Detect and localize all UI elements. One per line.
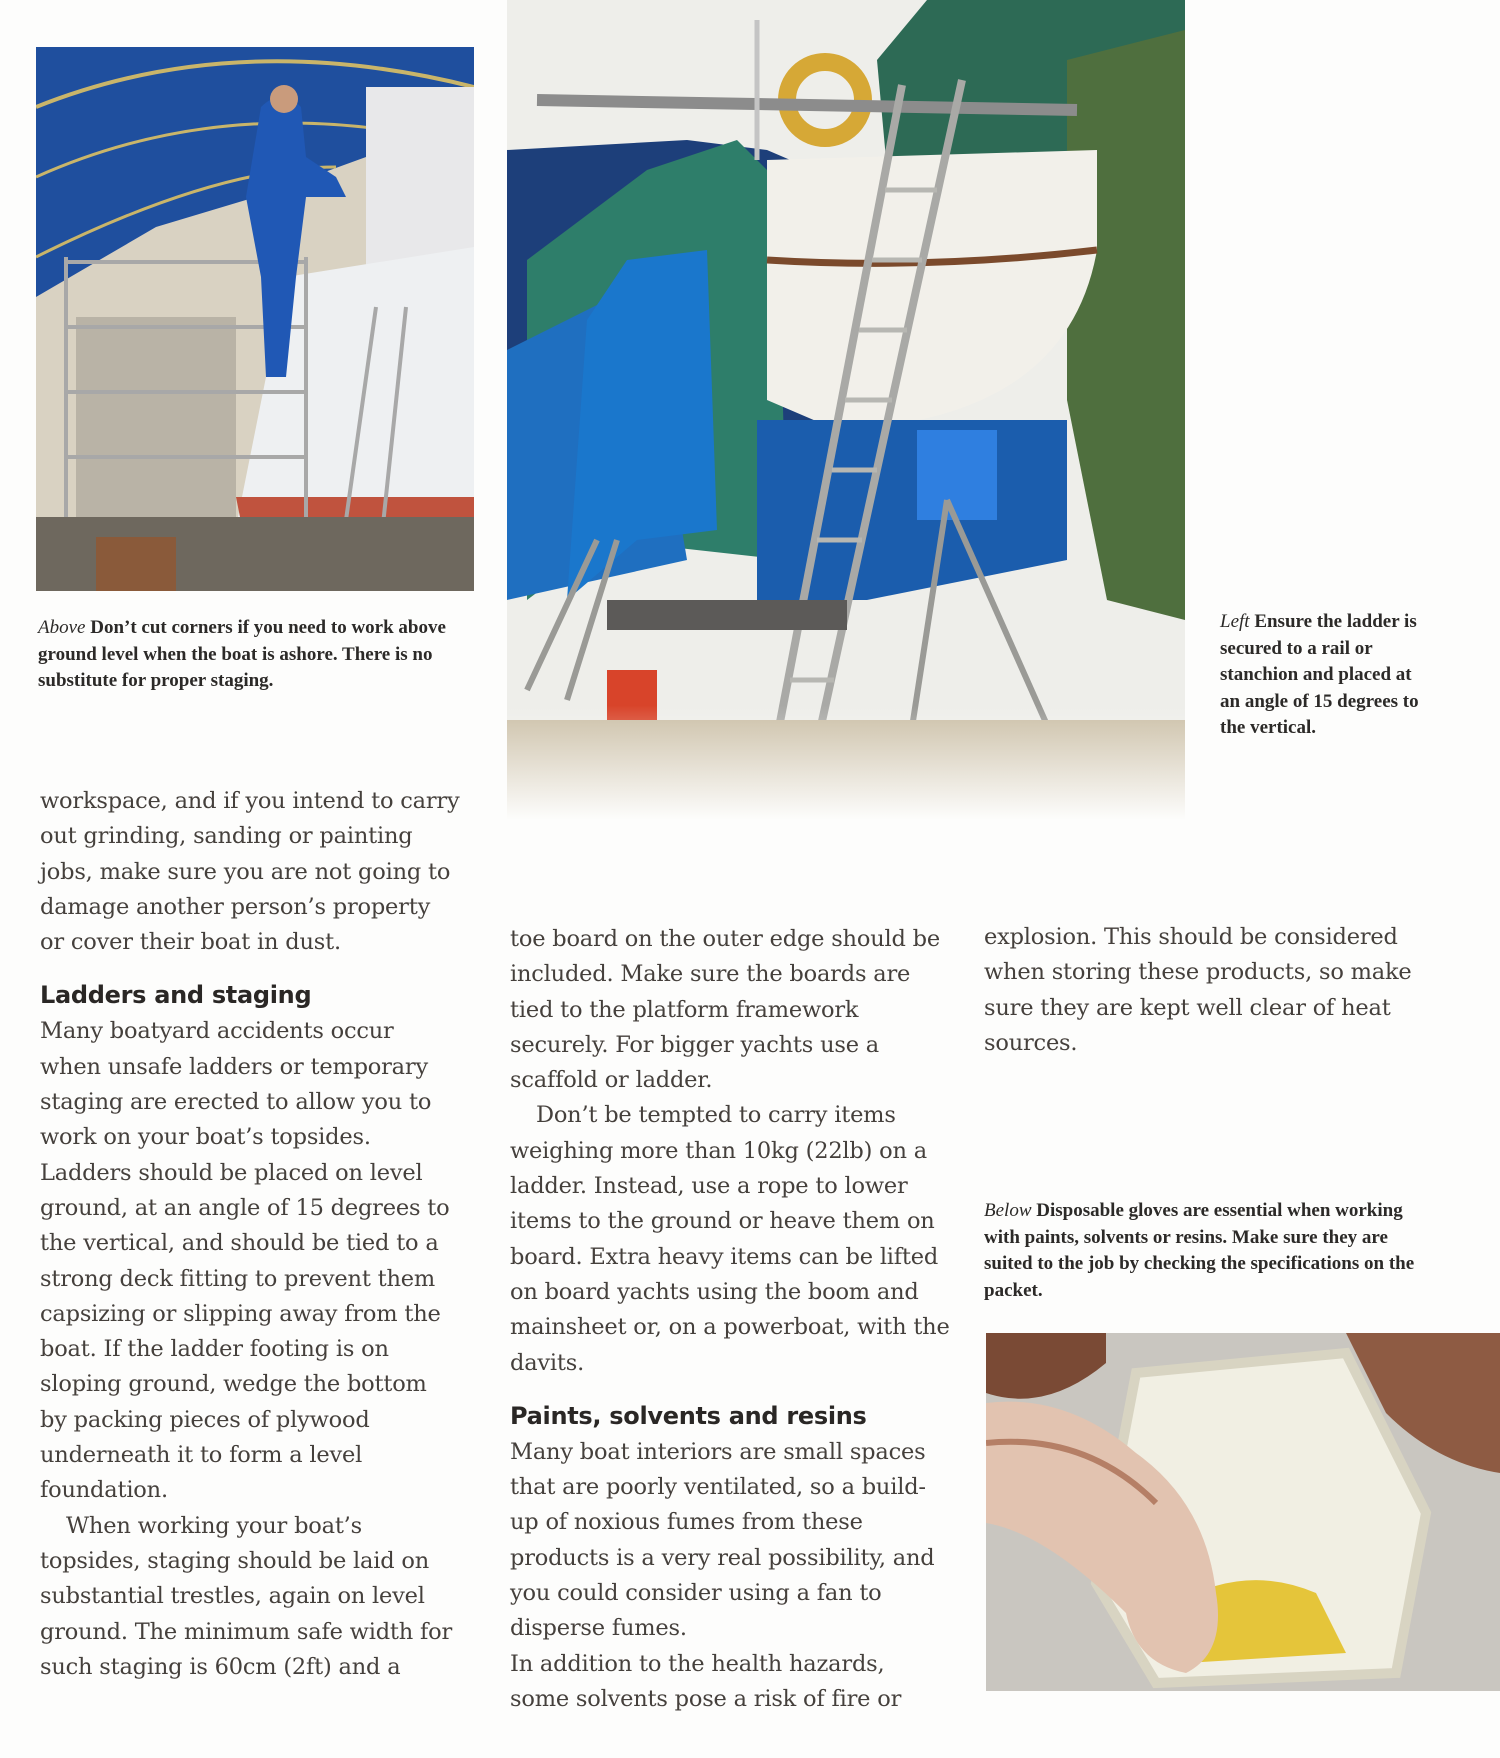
- heading-paints-solvents: Paints, solvents and resins: [510, 1401, 867, 1430]
- ladder-photo: [507, 0, 1185, 820]
- col1-para1: Many boatyard accidents occur when unsafe ladders or temporary staging are erected to allow you to work on your boat’s topsides. Ladders should be placed on level ground, at an angle of 15 degrees to the vertical, and should be tied to a strong deck fitting to prevent them capsizing or slipping away from the boat. If the ladder footing is on sloping ground, wedge the bottom by packing pieces of plywood underneath it to form a level foundation.: [40, 1018, 450, 1504]
- caption-left: [1220, 609, 1425, 742]
- col2-para4: In addition to the health hazards, some solvents pose a risk of fire or: [510, 1650, 902, 1712]
- column-2: [510, 922, 950, 1717]
- caption-below-lead: Below: [984, 1200, 1032, 1221]
- col2-para3: Many boat interiors are small spaces that are poorly ventilated, so a build-up of noxious fumes from these products is a very real possibility, and you could consider using a fan to disperse fumes.: [510, 1438, 935, 1642]
- caption-left-text: Ensure the ladder is secured to a rail or stanchion and placed at an angle of 15 degrees to the vertical.: [1220, 611, 1419, 738]
- caption-above-text: Don’t cut corners if you need to work above ground level when the boat is ashore. There is no substitute for proper staging.: [38, 617, 446, 691]
- caption-left-lead: Left: [1220, 611, 1250, 632]
- heading-ladders-staging: Ladders and staging: [40, 981, 312, 1010]
- column-1: [40, 784, 460, 1685]
- caption-above-lead: Above: [38, 617, 86, 638]
- caption-below: [984, 1198, 1424, 1304]
- staging-photo: [36, 47, 474, 591]
- gloves-photo: [986, 1333, 1500, 1691]
- caption-above: [38, 615, 458, 695]
- col1-intro: workspace, and if you intend to carry out grinding, sanding or painting jobs, make sure you are not going to damage another person’s property or cover their boat in dust.: [40, 788, 460, 956]
- col2-para1: toe board on the outer edge should be included. Make sure the boards are tied to the platform framework securely. For bigger yachts use a scaffold or ladder.: [510, 926, 940, 1094]
- col1-para2: When working your boat’s topsides, staging should be laid on substantial trestles, again on level ground. The minimum safe width for such staging is 60cm (2ft) and a: [40, 1512, 453, 1680]
- column-3: [984, 920, 1424, 1061]
- col2-para2: Don’t be tempted to carry items weighing more than 10kg (22lb) on a ladder. Instead, use a rope to lower items to the ground or heave them on board. Extra heavy items can be lifted on board yachts using the boom and mainsheet or, on a powerboat, with the davits.: [510, 1102, 950, 1376]
- caption-below-text: Disposable gloves are essential when working with paints, solvents or resins. Make sure they are suited to the job by checking the specifications on the packet.: [984, 1200, 1415, 1301]
- col3-para1: explosion. This should be considered when storing these products, so make sure they are kept well clear of heat sources.: [984, 924, 1412, 1056]
